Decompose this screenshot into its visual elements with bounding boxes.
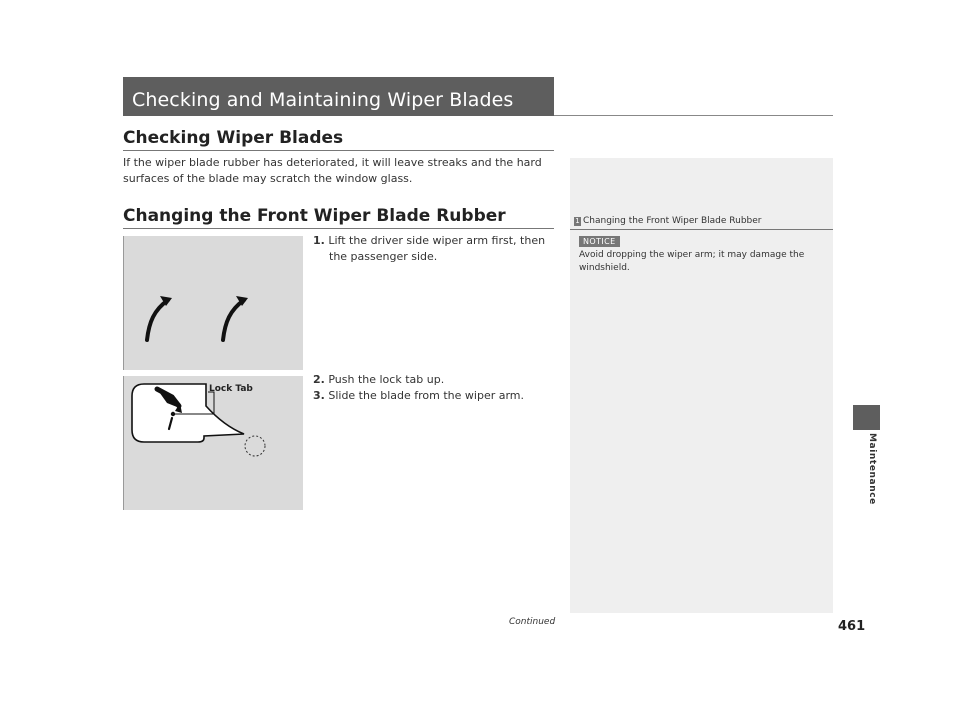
note-title xyxy=(574,216,761,226)
note-title-text: Changing the Front Wiper Blade Rubber xyxy=(583,216,762,226)
notice-badge: NOTICE xyxy=(579,236,620,247)
page-number: 461 xyxy=(838,619,866,634)
lock-tab-illustration xyxy=(124,376,303,510)
checking-text: If the wiper blade rubber has deteriorated, it will leave streaks and the hard surfaces of the blade may scratch the window glass. xyxy=(123,156,542,185)
banner-rule xyxy=(554,115,833,116)
step-2-number: 2. xyxy=(313,373,325,386)
checking-heading-wrap xyxy=(123,128,343,148)
sidebar-tab-block xyxy=(853,405,880,430)
lock-tab-label: Lock Tab xyxy=(209,384,253,394)
checking-rule xyxy=(123,150,554,151)
lock-tab-figure xyxy=(123,376,303,510)
notes-panel xyxy=(570,158,833,613)
note-rule xyxy=(570,229,833,230)
changing-rule xyxy=(123,228,554,229)
checking-heading: Checking Wiper Blades xyxy=(123,128,344,148)
step-1 xyxy=(313,233,553,265)
step-2-text: Push the lock tab up. xyxy=(328,373,445,386)
note-text: Avoid dropping the wiper arm; it may damage the windshield. xyxy=(579,250,805,273)
step-1-number: 1. xyxy=(313,234,325,247)
step-3-text: Slide the blade from the wiper arm. xyxy=(328,389,525,402)
step-2 xyxy=(313,372,553,388)
section-title: Checking and Maintaining Wiper Blades xyxy=(132,89,514,111)
wiper-arm-illustration xyxy=(124,236,303,370)
sidebar-tab-label: Maintenance xyxy=(867,433,877,505)
changing-heading-wrap xyxy=(123,206,506,226)
note-ref-icon: 1 xyxy=(575,217,580,225)
step-3-number: 3. xyxy=(313,389,325,402)
continued-label: Continued xyxy=(509,617,556,627)
step-1-text: Lift the driver side wiper arm first, then the passenger side. xyxy=(328,234,546,263)
changing-heading: Changing the Front Wiper Blade Rubber xyxy=(123,206,506,226)
wiper-arm-figure xyxy=(123,236,303,370)
section-title-banner xyxy=(123,77,554,116)
step-3 xyxy=(313,388,553,404)
